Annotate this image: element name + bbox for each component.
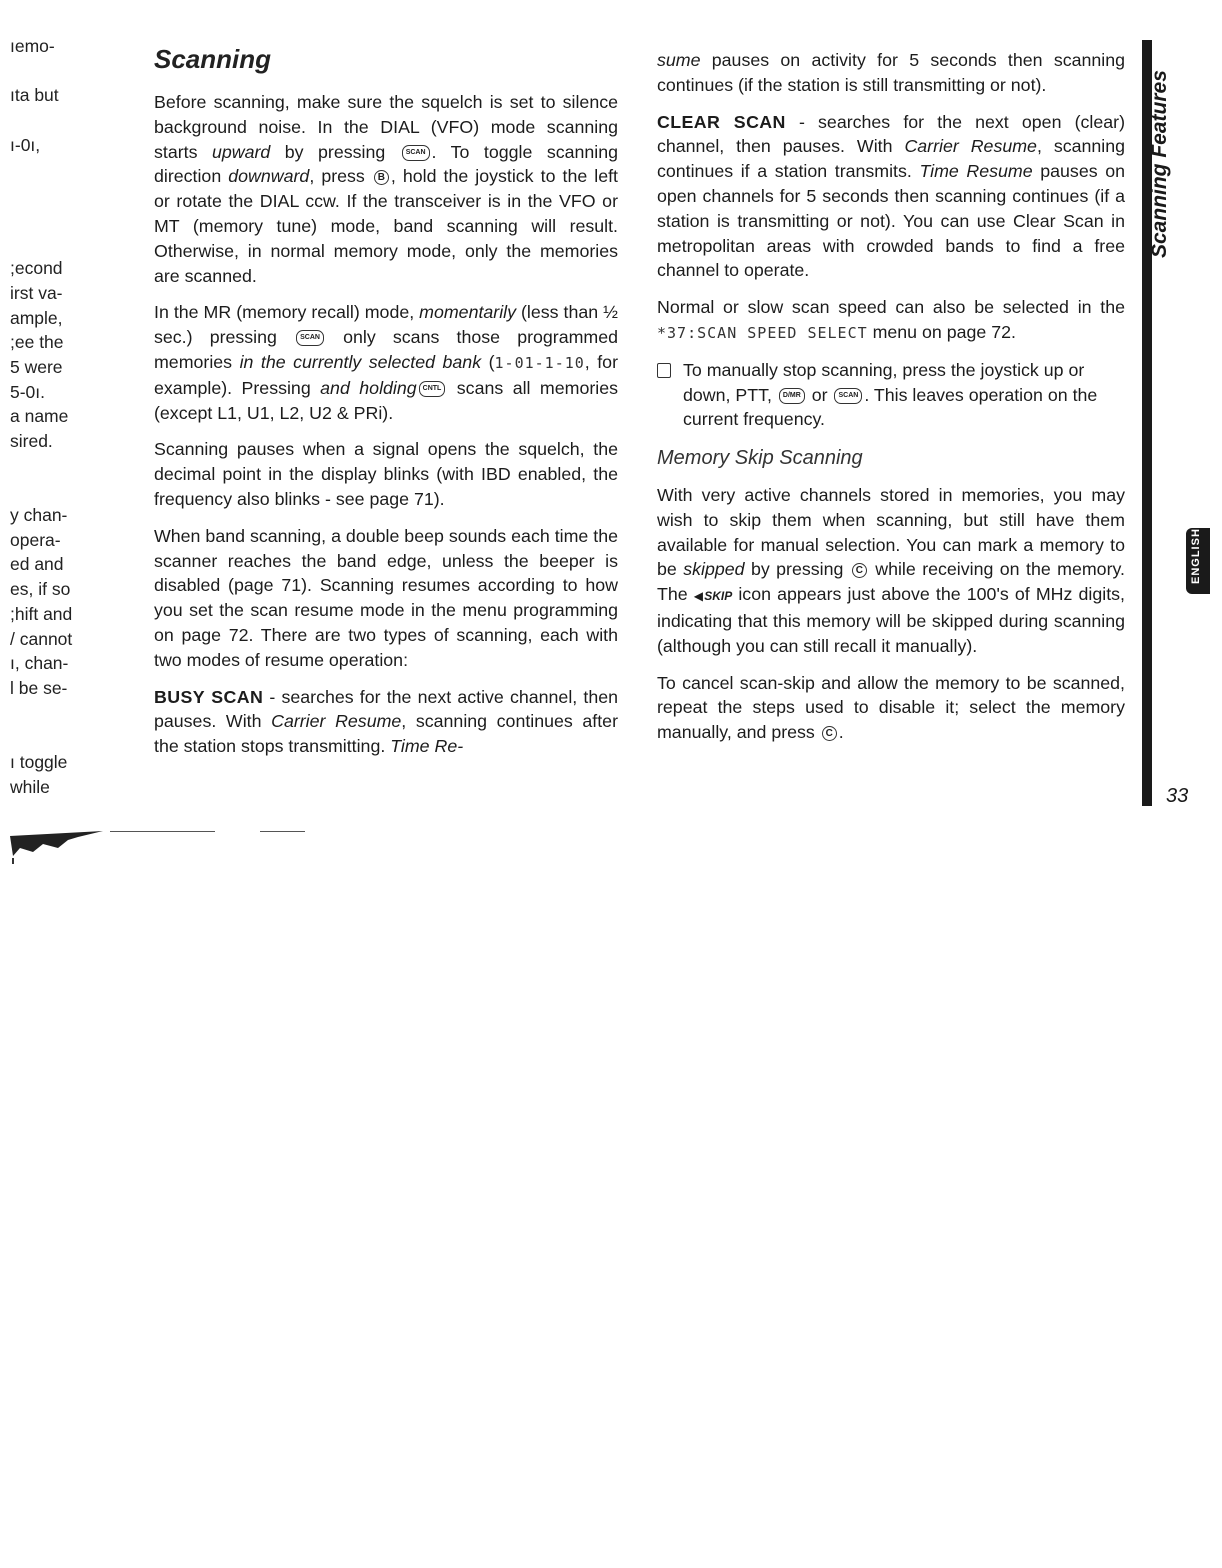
pause-paragraph: Scanning pauses when a signal opens the squelch, the decimal point in the display blinks (with IBD enabled, the frequency also blinks - see page 71). — [154, 439, 618, 509]
facing-page-edge-text — [10, 34, 72, 799]
edge-line: ;hift and — [10, 603, 73, 624]
edge-line — [10, 157, 72, 182]
sidebar-title: Scanning Features — [1148, 70, 1171, 258]
lcd-bank-range: 1-01-1-10 — [494, 353, 585, 372]
skip-icon: ◀SKIP — [693, 589, 733, 604]
cntl-key-icon: CNTL — [419, 381, 446, 397]
edge-line: ample, — [10, 307, 63, 328]
edge-line: 5-0ı. — [10, 381, 46, 402]
scan-key-icon: SCAN — [402, 145, 430, 161]
edge-line — [10, 207, 72, 232]
edge-line — [10, 108, 72, 133]
edge-line — [10, 454, 72, 479]
edge-line — [10, 701, 72, 726]
cancel-skip-paragraph: To cancel scan-skip and allow the memory to be scanned, repeat the steps used to disable it; select the memory manually, and press C . — [657, 672, 1125, 743]
section-title: Scanning — [154, 44, 272, 74]
stop-scan-note: To manually stop scanning, press the joystick up or down, PTT, D/MR or SCAN . This leaves operation on the current frequency. — [657, 358, 1125, 432]
edge-line — [10, 59, 72, 84]
lcd-menu-label: *37:SCAN SPEED SELECT — [657, 323, 868, 342]
c-key-icon: C — [822, 726, 837, 741]
edge-line: ;ee the — [10, 332, 64, 353]
scan-speed-paragraph: Normal or slow scan speed can also be selected in the *37:SCAN SPEED SELECT menu on page 72. — [657, 297, 1125, 342]
edge-line: ıta but — [10, 85, 59, 106]
edge-line — [10, 232, 72, 257]
edge-line: a name — [10, 406, 69, 427]
mr-mode-paragraph: In the MR (memory recall) mode, momentarily (less than ½ sec.) pressing SCAN only scans those programmed memories in the currently selected bank (1-01-1-10, for example). Pressing and holding CNTL scans all memories (except L1, U1, L2, U2 & PRi). — [154, 302, 618, 423]
b-key-icon: B — [374, 170, 389, 185]
language-tab — [1186, 528, 1210, 594]
bottom-rule — [110, 831, 215, 832]
edge-line — [10, 478, 72, 503]
edge-line: ;econd — [10, 258, 63, 279]
checkbox-bullet-icon — [657, 363, 671, 378]
clear-scan-paragraph: CLEAR SCAN - searches for the next open (clear) channel, then pauses. With Carrier Resume, scanning continues if a station transmits. Time Resume pauses on open channels for 5 seconds then scanning continues (if a station is transmitting or not). You can use Clear Scan in metropolitan areas with crowded bands to find a free channel to operate. — [657, 111, 1125, 281]
edge-line: l be se- — [10, 677, 68, 698]
edge-line: irst va- — [10, 282, 63, 303]
edge-line: es, if so — [10, 579, 71, 600]
edge-line: while — [10, 776, 50, 797]
edge-line — [10, 182, 72, 207]
scan-key-icon: SCAN — [834, 388, 862, 404]
dmr-key-icon: D/MR — [779, 388, 805, 404]
language-tab-label: ENGLISH — [1190, 528, 1202, 584]
c-key-icon: C — [852, 563, 867, 578]
band-scan-paragraph: When band scanning, a double beep sounds each time the scanner reaches the band edge, unless the beeper is disabled (page 71). Scanning resumes according to how you set the scan resume mode in the menu programming on page 72. There are two types of scanning, each with two modes of resume operation: — [154, 525, 618, 670]
memory-skip-heading: Memory Skip Scanning — [657, 447, 863, 470]
memory-skip-paragraph: With very active channels stored in memories, you may wish to skip them when scanning, but still have them available for manual selection. You can mark a memory to be skipped by pressing C while receiving on the memory. The ◀SKIP icon appears just above the 100's of MHz digits, indicating that this memory will be skipped during scanning (although you can still recall it manually). — [657, 484, 1125, 656]
time-resume-paragraph: sume pauses on activity for 5 seconds then scanning continues (if the station is still transmitting or not). — [657, 50, 1125, 95]
edge-line: y chan- — [10, 505, 68, 526]
left-column — [154, 90, 618, 771]
right-column — [657, 48, 1125, 757]
bottom-rule-dash — [260, 831, 305, 832]
edge-line: sired. — [10, 431, 53, 451]
edge-line: opera- — [10, 529, 61, 550]
scan-key-icon: SCAN — [296, 330, 324, 346]
edge-line: / cannot — [10, 628, 73, 649]
edge-line — [10, 725, 72, 750]
scan-smudge — [8, 828, 108, 864]
edge-line: 5 were — [10, 356, 63, 377]
edge-line: ed and — [10, 554, 64, 575]
edge-line: ı toggle — [10, 751, 68, 772]
edge-line: ı, chan- — [10, 653, 69, 674]
edge-line: ıemo- — [10, 36, 55, 56]
edge-line: ı-0ı, — [10, 134, 41, 155]
busy-scan-paragraph: BUSY SCAN - searches for the next active channel, then pauses. With Carrier Resume, scanning continues after the station stops transmitting. Time Re- — [154, 686, 618, 757]
intro-paragraph: Before scanning, make sure the squelch is set to silence background noise. In the DIAL (VFO) mode scanning starts upward by pressing SCAN . To toggle scanning direction downward, press B , hold the joystick to the left or rotate the DIAL ccw. If the transceiver is in the VFO or MT (memory tune) mode, band scanning will result. Otherwise, in normal memory mode, only the memories are scanned. — [154, 92, 618, 286]
page-number: 33 — [1166, 785, 1189, 807]
